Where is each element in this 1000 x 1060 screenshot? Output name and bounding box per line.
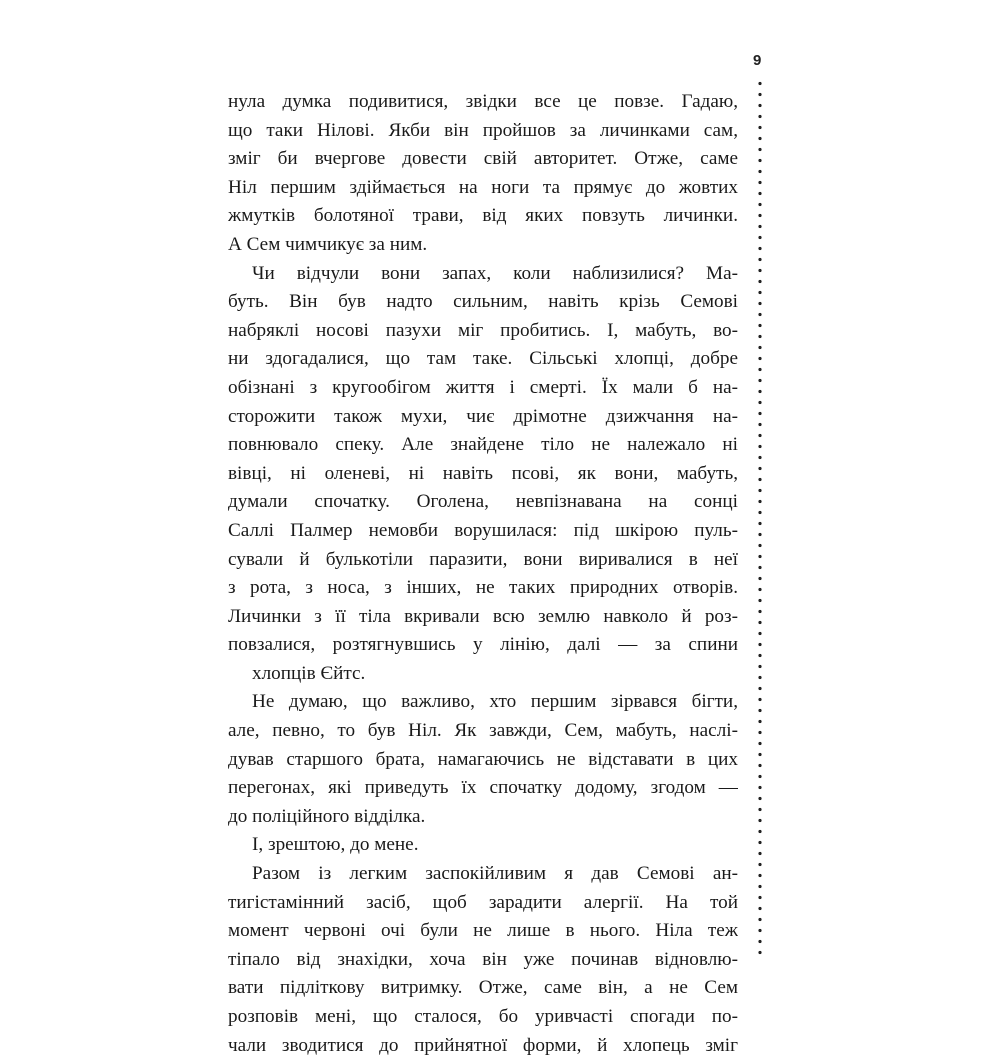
text-line: нула думка подивитися, звідки все це повзе. Гадаю, — [228, 91, 738, 112]
body-text — [228, 88, 738, 1060]
text-line: до поліційного відділка. — [228, 805, 426, 827]
text-line: зміг би вчергове довести свій авторитет. Отже, саме — [228, 148, 738, 170]
text-line: чали зводитися до прийнятної форми, й хлопець зміг — [228, 1034, 738, 1056]
text-line: Личинки з її тіла вкривали всю землю навколо й роз- — [228, 605, 738, 627]
text-line: повзалися, розтягнувшись у лінію, далі — за спини — [228, 634, 738, 656]
text-line: буть. Він був надто сильним, навіть крізь Семові — [228, 291, 738, 313]
text-line: повнювало спеку. Але знайдене тіло не належало ні — [228, 434, 738, 456]
paragraph — [228, 88, 738, 260]
text-line: обізнані з кругообігом життя і смерті. Їх мали б на- — [228, 376, 738, 398]
text-line: перегонах, які приведуть їх спочатку додому, згодом — — [228, 777, 738, 799]
text-line: ни здогадалися, що там таке. Сільські хлопці, добре — [228, 348, 738, 370]
text-line: А Сем чимчикує за ним. — [228, 233, 428, 255]
text-line: вати підліткову витримку. Отже, саме він, а не Сем — [228, 977, 738, 999]
text-line: але, певно, то був Ніл. Як завжди, Сем, мабуть, наслі- — [228, 720, 738, 742]
paragraph — [228, 831, 738, 860]
text-line: розповів мені, що сталося, бо уривчасті спогади по- — [228, 1006, 738, 1027]
text-line: хлопців Єйтс. — [252, 662, 366, 684]
paragraph — [228, 860, 738, 1060]
paragraph — [228, 260, 738, 689]
text-line: тіпало від знахідки, хоча він уже починав відновлю- — [228, 948, 738, 970]
text-line: з рота, з носа, з інших, не таких природних отворів. — [228, 577, 738, 599]
text-line: тигістамінний засіб, щоб зарадити алергії. На той — [228, 891, 738, 913]
text-line: Саллі Палмер немовби ворушилася: під шкірою пуль- — [228, 519, 738, 541]
text-line: вівці, ні оленеві, ні навіть псові, як вони, мабуть, — [228, 462, 738, 484]
text-line: думали спочатку. Оголена, невпізнавана на сонці — [228, 491, 738, 513]
text-line: І, зрештою, до мене. — [252, 834, 419, 856]
text-line: що таки Нілові. Якби він пройшов за личинками сам, — [228, 119, 738, 141]
text-line: дував старшого брата, намагаючись не відставати в цих — [228, 748, 738, 770]
text-line: Не думаю, що важливо, хто першим зірвався бігти, — [252, 691, 738, 713]
text-line: Ніл першим здіймається на ноги та прямує до жовтих — [228, 176, 738, 198]
text-line: набряклі носові пазухи міг пробитись. І, мабуть, во- — [228, 319, 738, 341]
text-line: жмутків болотяної трави, від яких повзуть личинки. — [228, 205, 738, 227]
text-line: сували й булькотіли паразити, вони виривалися в неї — [228, 548, 738, 570]
text-line: момент червоні очі були не лише в нього. Ніла теж — [228, 920, 738, 942]
text-line: сторожити також мухи, чиє дрімотне дзижчання на- — [228, 405, 738, 427]
paragraph — [228, 688, 738, 831]
page-number: 9 — [753, 52, 762, 69]
text-line: Разом із легким заспокійливим я дав Семові ан- — [252, 863, 738, 885]
text-line: Чи відчули вони запах, коли наблизилися? Ма- — [252, 262, 738, 284]
dotted-margin-rule — [758, 78, 762, 958]
